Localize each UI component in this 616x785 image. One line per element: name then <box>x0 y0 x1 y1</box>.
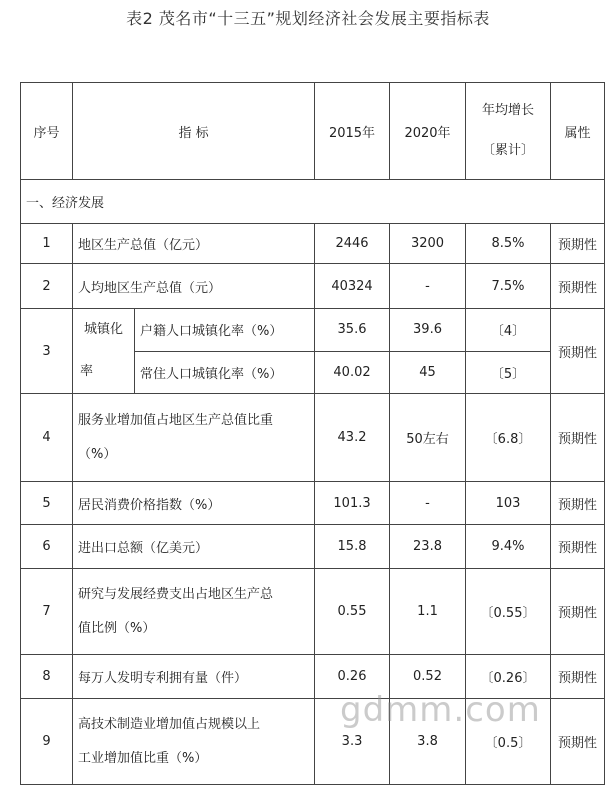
table-row <box>21 655 605 699</box>
row-indicator: 居民消费价格指数（%） <box>73 482 315 525</box>
row-growth: 〔0.55〕 <box>466 569 551 655</box>
row-attr: 预期性 <box>551 525 605 569</box>
row-attr: 预期性 <box>551 264 605 309</box>
table-row <box>21 569 605 655</box>
row-2015: 0.55 <box>315 569 390 655</box>
table-row <box>21 482 605 525</box>
row-2015: 40.02 <box>315 351 390 394</box>
row-growth: 〔4〕 <box>466 309 551 352</box>
header-growth <box>466 83 551 180</box>
row-2020: 45 <box>390 351 466 394</box>
row-attr: 预期性 <box>551 394 605 482</box>
row-2020: - <box>390 482 466 525</box>
row-seq: 9 <box>21 699 73 785</box>
row-2015: 0.26 <box>315 655 390 699</box>
indicator-line1: 研究与发展经费支出占地区生产总 <box>78 586 274 602</box>
row-seq: 6 <box>21 525 73 569</box>
row-attr: 预期性 <box>551 699 605 785</box>
indicators-table <box>20 82 605 785</box>
header-seq: 序号 <box>21 83 73 180</box>
row-seq: 4 <box>21 394 73 482</box>
row-seq: 1 <box>21 224 73 264</box>
table-row <box>21 224 605 264</box>
row-2020: 1.1 <box>390 569 466 655</box>
row-attr: 预期性 <box>551 655 605 699</box>
row-2015: 43.2 <box>315 394 390 482</box>
row-seq: 5 <box>21 482 73 525</box>
row-2020: 3.8 <box>390 699 466 785</box>
table-row <box>21 309 605 352</box>
table-row <box>21 394 605 482</box>
row-attr: 预期性 <box>551 224 605 264</box>
row-2020: 3200 <box>390 224 466 264</box>
row-seq: 3 <box>21 309 73 394</box>
row-indicator: 户籍人口城镇化率（%） <box>135 309 315 352</box>
row-seq: 2 <box>21 264 73 309</box>
row-growth: 9.4% <box>466 525 551 569</box>
row-attr: 预期性 <box>551 482 605 525</box>
row-indicator <box>73 699 315 785</box>
row-2015: 3.3 <box>315 699 390 785</box>
row-growth: 7.5% <box>466 264 551 309</box>
header-growth-line2: 〔累计〕 <box>482 143 535 158</box>
row-indicator <box>73 569 315 655</box>
table-row <box>21 699 605 785</box>
row-indicator: 人均地区生产总值（元） <box>73 264 315 309</box>
section-row <box>21 180 605 224</box>
row-2015: 101.3 <box>315 482 390 525</box>
row-2020: 0.52 <box>390 655 466 699</box>
section-economic-development: 一、经济发展 <box>21 180 605 224</box>
header-indicator: 指 标 <box>73 83 315 180</box>
group-line1: 城镇化 <box>83 322 123 337</box>
table-title: 表2 茂名市“十三五”规划经济社会发展主要指标表 <box>126 9 490 28</box>
table-row <box>21 264 605 309</box>
row-growth: 〔0.26〕 <box>466 655 551 699</box>
row-seq: 7 <box>21 569 73 655</box>
header-attr: 属性 <box>551 83 605 180</box>
indicator-line2: 值比例（%） <box>78 620 156 636</box>
row-growth: 103 <box>466 482 551 525</box>
row-indicator: 进出口总额（亿美元） <box>73 525 315 569</box>
row-seq: 8 <box>21 655 73 699</box>
indicator-line1: 高技术制造业增加值占规模以上 <box>78 716 261 732</box>
row-indicator: 地区生产总值（亿元） <box>73 224 315 264</box>
row-growth: 〔6.8〕 <box>466 394 551 482</box>
row-2020: 39.6 <box>390 309 466 352</box>
row-2020: 23.8 <box>390 525 466 569</box>
table-row <box>21 525 605 569</box>
row-2020: 50左右 <box>390 394 466 482</box>
header-row <box>21 83 605 180</box>
row-2015: 40324 <box>315 264 390 309</box>
watermark-text: gdmm.com <box>340 690 541 730</box>
row-growth: 〔0.5〕 <box>466 699 551 785</box>
indicator-line2: 工业增加值比重（%） <box>78 750 208 766</box>
row-2015: 15.8 <box>315 525 390 569</box>
row-indicator <box>73 394 315 482</box>
header-2020: 2020年 <box>390 83 466 180</box>
row-group-urbanization <box>73 309 135 394</box>
indicator-line1: 服务业增加值占地区生产总值比重 <box>78 412 274 428</box>
row-attr: 预期性 <box>551 569 605 655</box>
row-growth: 〔5〕 <box>466 351 551 394</box>
row-2020: - <box>390 264 466 309</box>
group-line2: 率 <box>80 364 94 379</box>
header-growth-line1: 年均增长 <box>482 103 535 118</box>
header-2015: 2015年 <box>315 83 390 180</box>
row-2015: 35.6 <box>315 309 390 352</box>
row-2015: 2446 <box>315 224 390 264</box>
row-indicator: 每万人发明专利拥有量（件） <box>73 655 315 699</box>
row-growth: 8.5% <box>466 224 551 264</box>
indicator-line2: （%） <box>78 446 117 462</box>
row-attr: 预期性 <box>551 309 605 394</box>
row-indicator: 常住人口城镇化率（%） <box>135 351 315 394</box>
